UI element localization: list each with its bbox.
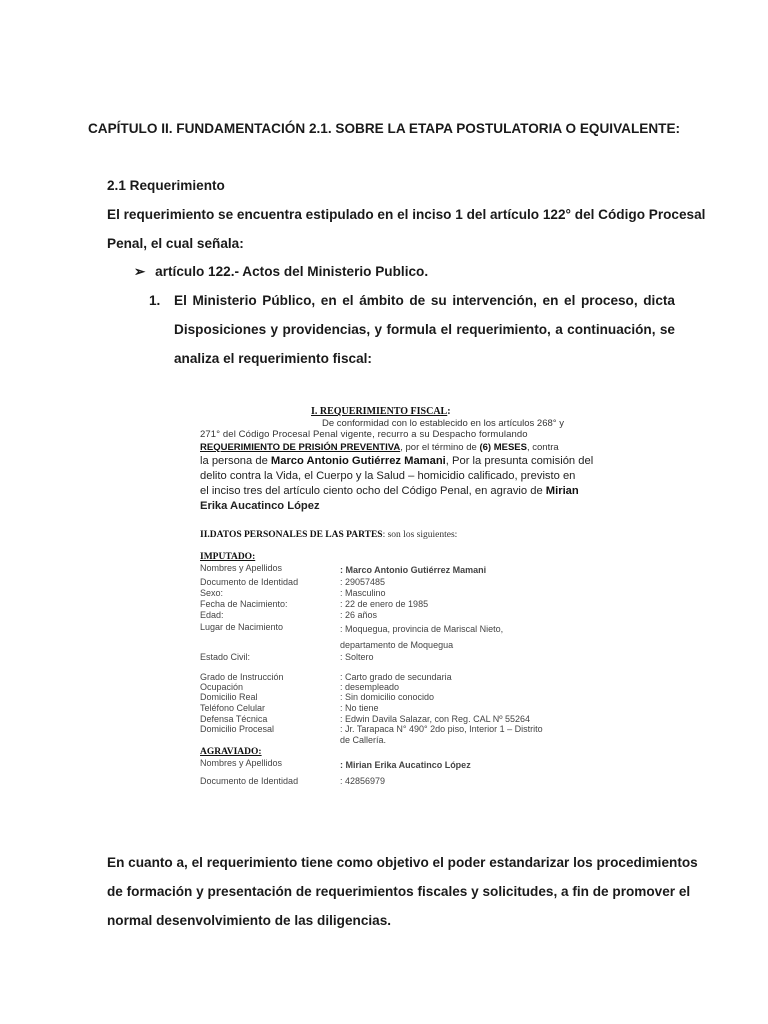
- scan-field-label: Fecha de Nacimiento:: [200, 599, 288, 609]
- scan-field-value: : Masculino: [340, 588, 386, 598]
- scan-heading-text: I. REQUERIMIENTO FISCAL: [311, 406, 448, 417]
- scan-field-label: Domicilio Real: [200, 692, 258, 702]
- scan-field-value: : Moquegua, provincia de Mariscal Nieto,: [340, 624, 504, 634]
- scan-presunta-text: , Por la presunta comisión del: [445, 455, 594, 467]
- scan-requerimiento-label: REQUERIMIENTO DE PRISIÓN PREVENTIVA: [200, 442, 401, 453]
- scan-imputado-heading: IMPUTADO:: [200, 552, 256, 562]
- list-line-1: El Ministerio Público, en el ámbito de su intervención, en el proceso, dicta: [174, 293, 675, 308]
- list-line-3: analiza el requerimiento fiscal:: [174, 351, 372, 366]
- scan-p1-line3: [200, 442, 559, 453]
- scan-field-value: : 26 años: [340, 610, 378, 620]
- scan-field-value: : desempleado: [340, 682, 400, 692]
- scan-meses: (6) MESES: [479, 442, 527, 453]
- scan-p1-line2: 271° del Código Procesal Penal vigente, recurro a su Despacho formulando: [200, 429, 528, 440]
- scan-field-label: Teléfono Celular: [200, 703, 266, 713]
- scan-heading-colon: :: [447, 406, 451, 417]
- scan-field-value: : Mirian Erika Aucatinco López: [340, 760, 471, 770]
- closing-line-3: normal desenvolvimiento de las diligencias.: [107, 913, 392, 928]
- scan-imputado-name: Marco Antonio Gutiérrez Mamani: [270, 455, 446, 467]
- scan-field-label: Sexo:: [200, 588, 224, 598]
- scan-termino-text: , por el término de: [400, 442, 480, 453]
- scan-field-value: departamento de Moquegua: [340, 640, 454, 650]
- scan-field-value: : Soltero: [340, 652, 374, 662]
- scan-p1-line5: delito contra la Vida, el Cuerpo y la Salud – homicidio calificado, previsto en: [200, 470, 576, 482]
- scan-field-value: : Carto grado de secundaria: [340, 672, 452, 682]
- section-heading: 2.1 Requerimiento: [107, 178, 225, 193]
- scan-heading: [311, 406, 451, 417]
- bullet-text: artículo 122.- Actos del Ministerio Publico.: [155, 264, 429, 279]
- scan-field-label: Documento de Identidad: [200, 577, 299, 587]
- scan-field-label: Defensa Técnica: [200, 714, 268, 724]
- intro-line-1: El requerimiento se encuentra estipulado en el inciso 1 del artículo 122° del Código Procesal: [107, 207, 706, 222]
- embedded-scan-image: [196, 402, 594, 800]
- scan-field-label: Estado Civil:: [200, 652, 251, 662]
- scan-field-label: Nombres y Apellidos: [200, 758, 283, 768]
- scan-p1-line1: De conformidad con lo establecido en los artículos 268° y: [322, 418, 564, 429]
- scan-agraviado-first: Mirian: [545, 485, 579, 497]
- arrow-bullet-icon: ➢: [134, 264, 146, 279]
- scan-field-value: : Edwin Davila Salazar, con Reg. CAL Nº 55264: [340, 714, 531, 724]
- scan-field-label: Domicilio Procesal: [200, 724, 275, 734]
- scan-field-value: : No tiene: [340, 703, 379, 713]
- scan-section2-sub: : son los siguientes:: [382, 530, 458, 540]
- scan-field-label: Nombres y Apellidos: [200, 563, 283, 573]
- scan-inciso-text: el inciso tres del artículo ciento ocho del Código Penal, en agravio de: [200, 485, 546, 497]
- scan-field-label: Documento de Identidad: [200, 776, 299, 786]
- chapter-title: CAPÍTULO II. FUNDAMENTACIÓN 2.1. SOBRE LA ETAPA POSTULATORIA O EQUIVALENTE:: [87, 121, 681, 136]
- closing-line-2: de formación y presentación de requerimientos fiscales y solicitudes, a fin de promover el: [107, 884, 691, 899]
- list-line-2: Disposiciones y providencias, y formula el requerimiento, a continuación, se: [174, 322, 675, 337]
- scan-p1-line6: [200, 486, 579, 497]
- list-number: 1.: [149, 293, 161, 308]
- scan-field-label: Edad:: [200, 610, 224, 620]
- scan-section2: [200, 530, 457, 541]
- scan-field-label: Lugar de Nacimiento: [200, 622, 284, 632]
- scan-agraviado-heading: AGRAVIADO:: [200, 747, 262, 757]
- scan-contra: , contra: [526, 442, 559, 453]
- scan-persona-text: la persona de: [200, 455, 271, 467]
- scan-field-value: : Jr. Tarapaca N° 490° 2do piso, Interior 1 – Distrito: [340, 724, 543, 734]
- scan-section2-title: II.DATOS PERSONALES DE LAS PARTES: [200, 530, 383, 540]
- scan-field-value: : 42856979: [340, 776, 386, 786]
- bullet-item: [134, 264, 428, 280]
- scan-field-value: : 22 de enero de 1985: [340, 599, 429, 609]
- scan-field-label: Ocupación: [200, 682, 244, 692]
- scan-field-value: de Callería.: [340, 735, 387, 745]
- intro-line-2: Penal, el cual señala:: [107, 236, 244, 251]
- scan-field-value: : 29057485: [340, 577, 386, 587]
- scan-field-value: : Sin domicilio conocido: [340, 692, 435, 702]
- scan-p1-line7: Erika Aucatinco López: [200, 500, 320, 512]
- scan-p1-line4: [200, 456, 593, 467]
- scan-field-label: Grado de Instrucción: [200, 672, 284, 682]
- scan-field-value: : Marco Antonio Gutiérrez Mamani: [340, 565, 487, 575]
- closing-line-1: En cuanto a, el requerimiento tiene como objetivo el poder estandarizar los procedimientos: [107, 855, 698, 870]
